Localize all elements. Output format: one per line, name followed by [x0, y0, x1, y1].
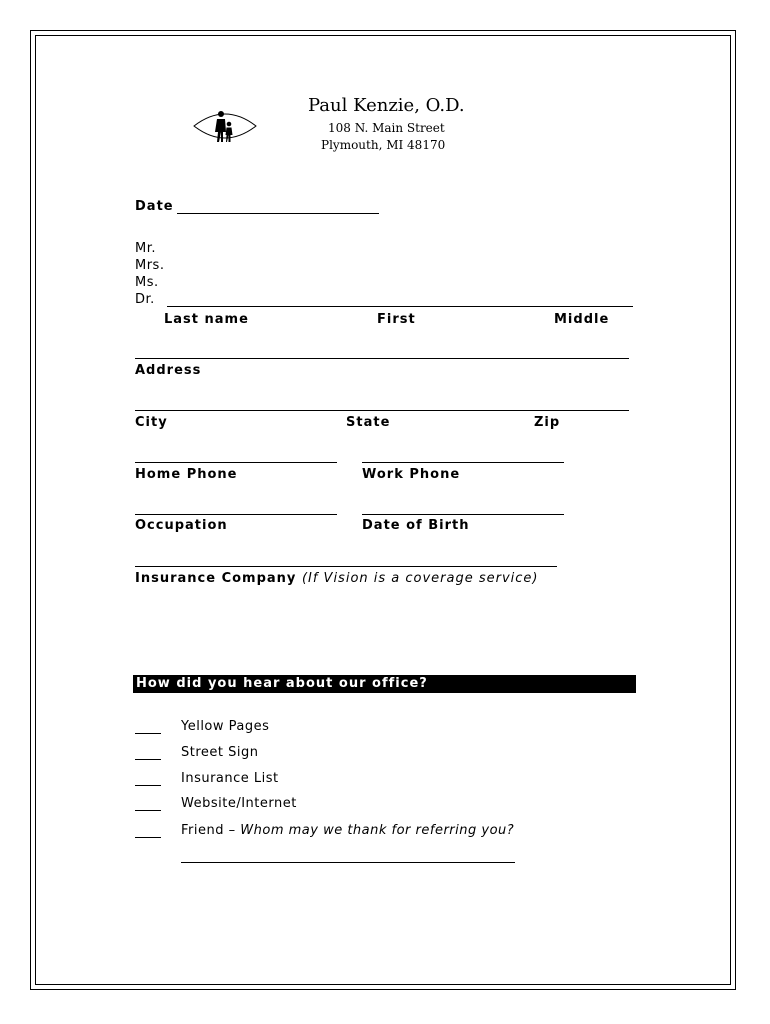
insurance-list-checkbox[interactable]	[135, 785, 161, 786]
title-mrs: Mrs.	[135, 258, 165, 273]
home-phone-label: Home Phone	[135, 467, 238, 482]
insurance-label	[135, 571, 539, 586]
last-name-label: Last name	[164, 312, 249, 327]
date-field[interactable]	[177, 213, 379, 214]
page-border-inner	[35, 35, 731, 985]
practice-address-city: Plymouth, MI 48170	[321, 138, 446, 152]
home-phone-field[interactable]	[135, 462, 337, 463]
city-state-zip-field[interactable]	[135, 410, 629, 411]
insurance-note: (If Vision is a coverage service)	[301, 571, 539, 586]
first-name-label: First	[377, 312, 416, 327]
insurance-company-text: Insurance Company	[135, 571, 297, 586]
date-of-birth-label: Date of Birth	[362, 518, 470, 533]
referrer-name-field[interactable]	[181, 862, 515, 863]
yellow-pages-checkbox[interactable]	[135, 733, 161, 734]
option-friend	[181, 823, 514, 838]
practice-address-street: 108 N. Main Street	[328, 121, 445, 135]
website-checkbox[interactable]	[135, 810, 161, 811]
date-label: Date	[135, 199, 174, 214]
name-field[interactable]	[167, 306, 633, 307]
eye-family-logo-icon	[192, 104, 258, 148]
occupation-field[interactable]	[135, 514, 337, 515]
work-phone-field[interactable]	[362, 462, 564, 463]
title-mr: Mr.	[135, 241, 156, 256]
practice-name: Paul Kenzie, O.D.	[308, 95, 465, 116]
title-ms: Ms.	[135, 275, 159, 290]
insurance-field[interactable]	[135, 566, 557, 567]
address-field[interactable]	[135, 358, 629, 359]
friend-label: Friend –	[181, 823, 236, 838]
work-phone-label: Work Phone	[362, 467, 461, 482]
friend-note: Whom may we thank for referring you?	[240, 823, 515, 838]
date-of-birth-field[interactable]	[362, 514, 564, 515]
option-yellow-pages: Yellow Pages	[181, 719, 270, 734]
occupation-label: Occupation	[135, 518, 228, 533]
option-street-sign: Street Sign	[181, 745, 259, 760]
middle-name-label: Middle	[554, 312, 610, 327]
referral-heading: How did you hear about our office?	[133, 675, 636, 693]
title-dr: Dr.	[135, 292, 155, 307]
zip-label: Zip	[534, 415, 561, 430]
address-label: Address	[135, 363, 202, 378]
option-website-internet: Website/Internet	[181, 796, 297, 811]
friend-checkbox[interactable]	[135, 837, 161, 838]
city-label: City	[135, 415, 168, 430]
state-label: State	[346, 415, 391, 430]
street-sign-checkbox[interactable]	[135, 759, 161, 760]
option-insurance-list: Insurance List	[181, 771, 279, 786]
